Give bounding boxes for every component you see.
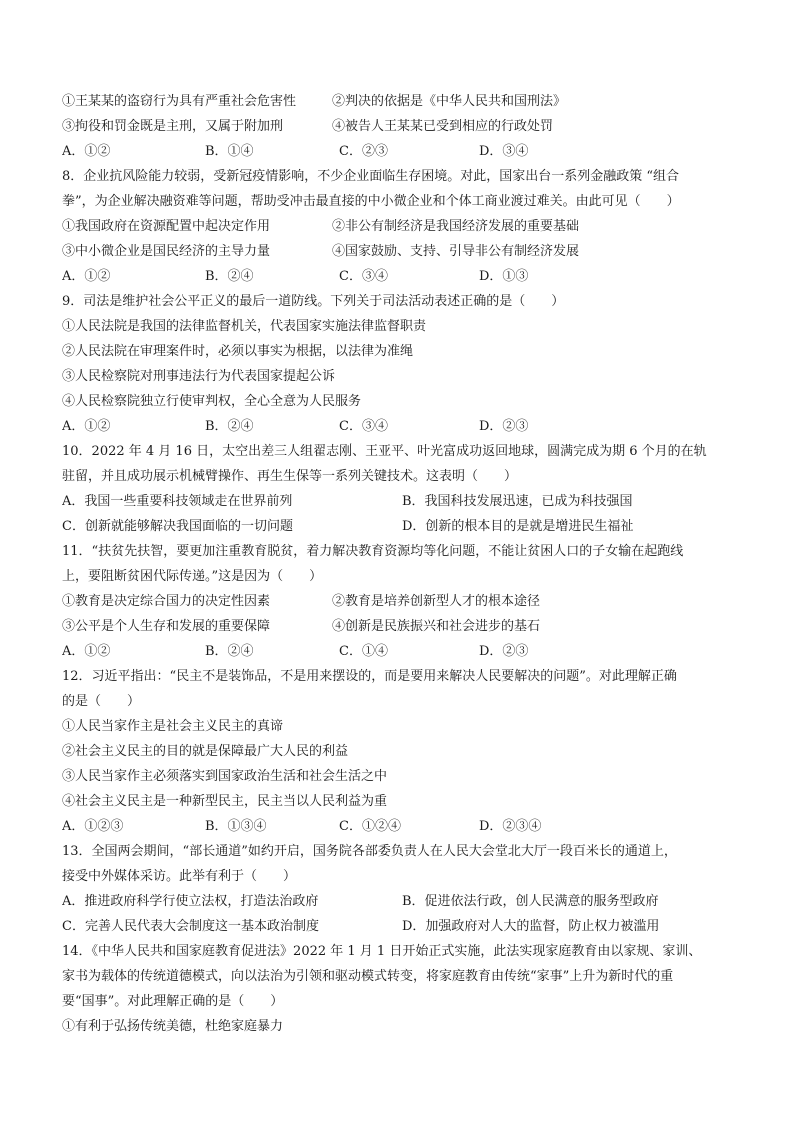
option-text: B．①③④ xyxy=(205,819,267,834)
question-text: 9．司法是维护社会公平正义的最后一道防线。下列关于司法活动表述正确的是（ ） xyxy=(62,294,565,309)
line-q13-cd xyxy=(62,914,742,939)
option-text: D．创新的根本目的是就是增进民生福祉 xyxy=(402,519,634,534)
line-q12-o3 xyxy=(62,764,742,789)
question-text: 上，要阻断贫困代际传递。”这是因为（ ） xyxy=(62,569,323,584)
question-text: 10．2022 年 4 月 16 日，太空出差三人组翟志刚、王亚平、叶光富成功返回地球，圆满完成为期 6 个月的在轨 xyxy=(62,444,707,459)
question-text: 拳”，为企业解决融资难等问题，帮助受冲击最直接的中小微企业和个体工商业渡过难关。由此可见（ ） xyxy=(62,194,680,209)
option-text: ②教育是培养创新型人才的根本途径 xyxy=(332,594,541,609)
line-q9-o3 xyxy=(62,364,742,389)
option-text: ①王某某的盗窃行为具有严重社会危害性 xyxy=(62,94,297,109)
question-text: ④人民检察院独立行使审判权，全心全意为人民服务 xyxy=(62,394,362,409)
line-q9-ans xyxy=(62,414,742,439)
option-text: ③公平是个人生存和发展的重要保障 xyxy=(62,619,271,634)
line-q11-o34 xyxy=(62,614,742,639)
question-text: 家书为载体的传统道德模式，向以法治为引领和驱动模式转变，将家庭教育由传统“家事”上升为新时代的重 xyxy=(62,969,674,984)
question-text: 13．全国两会期间，“部长通道”如约开启，国务院各部委负责人在人民大会堂北大厅一段百米长的通道上， xyxy=(62,844,677,859)
option-text: ④创新是民族振兴和社会进步的基石 xyxy=(332,619,541,634)
option-text: ③中小微企业是国民经济的主导力量 xyxy=(62,244,271,259)
option-text: D．加强政府对人大的监督，防止权力被滥用 xyxy=(402,919,660,934)
line-q10-stem2 xyxy=(62,464,742,489)
line-q11-o12 xyxy=(62,589,742,614)
line-q10-ab xyxy=(62,489,742,514)
option-text: ①我国政府在资源配置中起决定作用 xyxy=(62,219,271,234)
option-text: ②非公有制经济是我国经济发展的重要基础 xyxy=(332,219,580,234)
line-q11-stem1 xyxy=(62,539,742,564)
option-text: C．③④ xyxy=(339,269,388,284)
line-q9-o2 xyxy=(62,339,742,364)
option-text: C．②③ xyxy=(339,144,388,159)
line-q11-stem2 xyxy=(62,564,742,589)
line-q8-ans xyxy=(62,264,742,289)
line-q8-stem1 xyxy=(62,164,742,189)
question-text: ①人民当家作主是社会主义民主的真谛 xyxy=(62,719,284,734)
question-text: 的是（ ） xyxy=(62,694,141,709)
option-text: A．①② xyxy=(62,419,111,434)
line-q14-stem3 xyxy=(62,989,742,1014)
question-text: ③人民当家作主必须落实到国家政治生活和社会生活之中 xyxy=(62,769,388,784)
line-q12-o2 xyxy=(62,739,742,764)
line-q8-o12 xyxy=(62,214,742,239)
line-q7-o34 xyxy=(62,114,742,139)
option-text: A．①② xyxy=(62,269,111,284)
line-q9-o1 xyxy=(62,314,742,339)
line-q12-o1 xyxy=(62,714,742,739)
option-text: C．①②④ xyxy=(339,819,401,834)
line-q12-ans xyxy=(62,814,742,839)
question-text: ②人民法院在审理案件时，必须以事实为根据，以法律为准绳 xyxy=(62,344,414,359)
option-text: B．①④ xyxy=(205,144,254,159)
line-q12-o4 xyxy=(62,789,742,814)
option-text: B．②④ xyxy=(205,644,254,659)
line-q10-stem1 xyxy=(62,439,742,464)
line-q12-stem2 xyxy=(62,689,742,714)
question-text: ③人民检察院对刑事违法行为代表国家提起公诉 xyxy=(62,369,336,384)
question-text: 接受中外媒体采访。此举有利于（ ） xyxy=(62,869,297,884)
line-q13-ab xyxy=(62,889,742,914)
option-text: B．我国科技发展迅速，已成为科技强国 xyxy=(402,494,633,509)
line-q7-o12 xyxy=(62,89,742,114)
question-list xyxy=(62,89,742,1039)
question-text: ①人民法院是我国的法律监督机关，代表国家实施法律监督职责 xyxy=(62,319,427,334)
line-q14-stem2 xyxy=(62,964,742,989)
line-q7-ans xyxy=(62,139,742,164)
line-q13-stem1 xyxy=(62,839,742,864)
option-text: D．②③ xyxy=(479,419,529,434)
line-q9-stem xyxy=(62,289,742,314)
option-text: A．①②③ xyxy=(62,819,124,834)
question-text: 12．习近平指出：“民主不是装饰品，不是用来摆设的，而是要用来解决人民要解决的问题”。对此理解正确 xyxy=(62,669,677,684)
option-text: B．②④ xyxy=(205,269,254,284)
option-text: A．①② xyxy=(62,644,111,659)
line-q14-o1 xyxy=(62,1014,742,1039)
option-text: ③拘役和罚金既是主刑，又属于附加刑 xyxy=(62,119,284,134)
option-text: D．③④ xyxy=(479,144,529,159)
option-text: A．推进政府科学行使立法权，打造法治政府 xyxy=(62,894,319,909)
option-text: C．完善人民代表大会制度这一基本政治制度 xyxy=(62,919,319,934)
line-q8-stem2 xyxy=(62,189,742,214)
option-text: ①教育是决定综合国力的决定性因素 xyxy=(62,594,271,609)
question-text: 驻留，并且成功展示机械臂操作、再生生保等一系列关键技术。这表明（ ） xyxy=(62,469,518,484)
option-text: B．②④ xyxy=(205,419,254,434)
question-text: ④社会主义民主是一种新型民主，民主当以人民利益为重 xyxy=(62,794,388,809)
line-q11-ans xyxy=(62,639,742,664)
line-q9-o4 xyxy=(62,389,742,414)
question-text: 8．企业抗风险能力较弱，受新冠疫情影响，不少企业面临生存困境。对此，国家出台一系列金融政策 “组合 xyxy=(62,169,680,184)
option-text: D．②③④ xyxy=(479,819,542,834)
option-text: D．①③ xyxy=(479,269,529,284)
option-text: A．我国一些重要科技领域走在世界前列 xyxy=(62,494,293,509)
option-text: ②判决的依据是《中华人民共和国刑法》 xyxy=(332,94,567,109)
option-text: C．创新就能够解决我国面临的一切问题 xyxy=(62,519,293,534)
option-text: ④国家鼓励、支持、引导非公有制经济发展 xyxy=(332,244,580,259)
option-text: A．①② xyxy=(62,144,111,159)
question-text: ①有利于弘扬传统美德，杜绝家庭暴力 xyxy=(62,1019,284,1034)
question-text: 14．《中华人民共和国家庭教育促进法》2022 年 1 月 1 日开始正式实施，此法实现家庭教育由以家规、家训、 xyxy=(62,944,702,959)
option-text: C．①④ xyxy=(339,644,388,659)
option-text: ④被告人王某某已受到相应的行政处罚 xyxy=(332,119,554,134)
line-q13-stem2 xyxy=(62,864,742,889)
line-q14-stem1 xyxy=(62,939,742,964)
option-text: B．促进依法行政，创人民满意的服务型政府 xyxy=(402,894,659,909)
option-text: D．②③ xyxy=(479,644,529,659)
line-q10-cd xyxy=(62,514,742,539)
question-text: 11．“扶贫先扶智，要更加注重教育脱贫，着力解决教育资源均等化问题，不能让贫困人口的子女输在起跑线 xyxy=(62,544,684,559)
question-text: ②社会主义民主的目的就是保障最广大人民的利益 xyxy=(62,744,349,759)
question-text: 要“国事”。对此理解正确的是（ ） xyxy=(62,994,284,1009)
line-q8-o34 xyxy=(62,239,742,264)
option-text: C．③④ xyxy=(339,419,388,434)
line-q12-stem1 xyxy=(62,664,742,689)
